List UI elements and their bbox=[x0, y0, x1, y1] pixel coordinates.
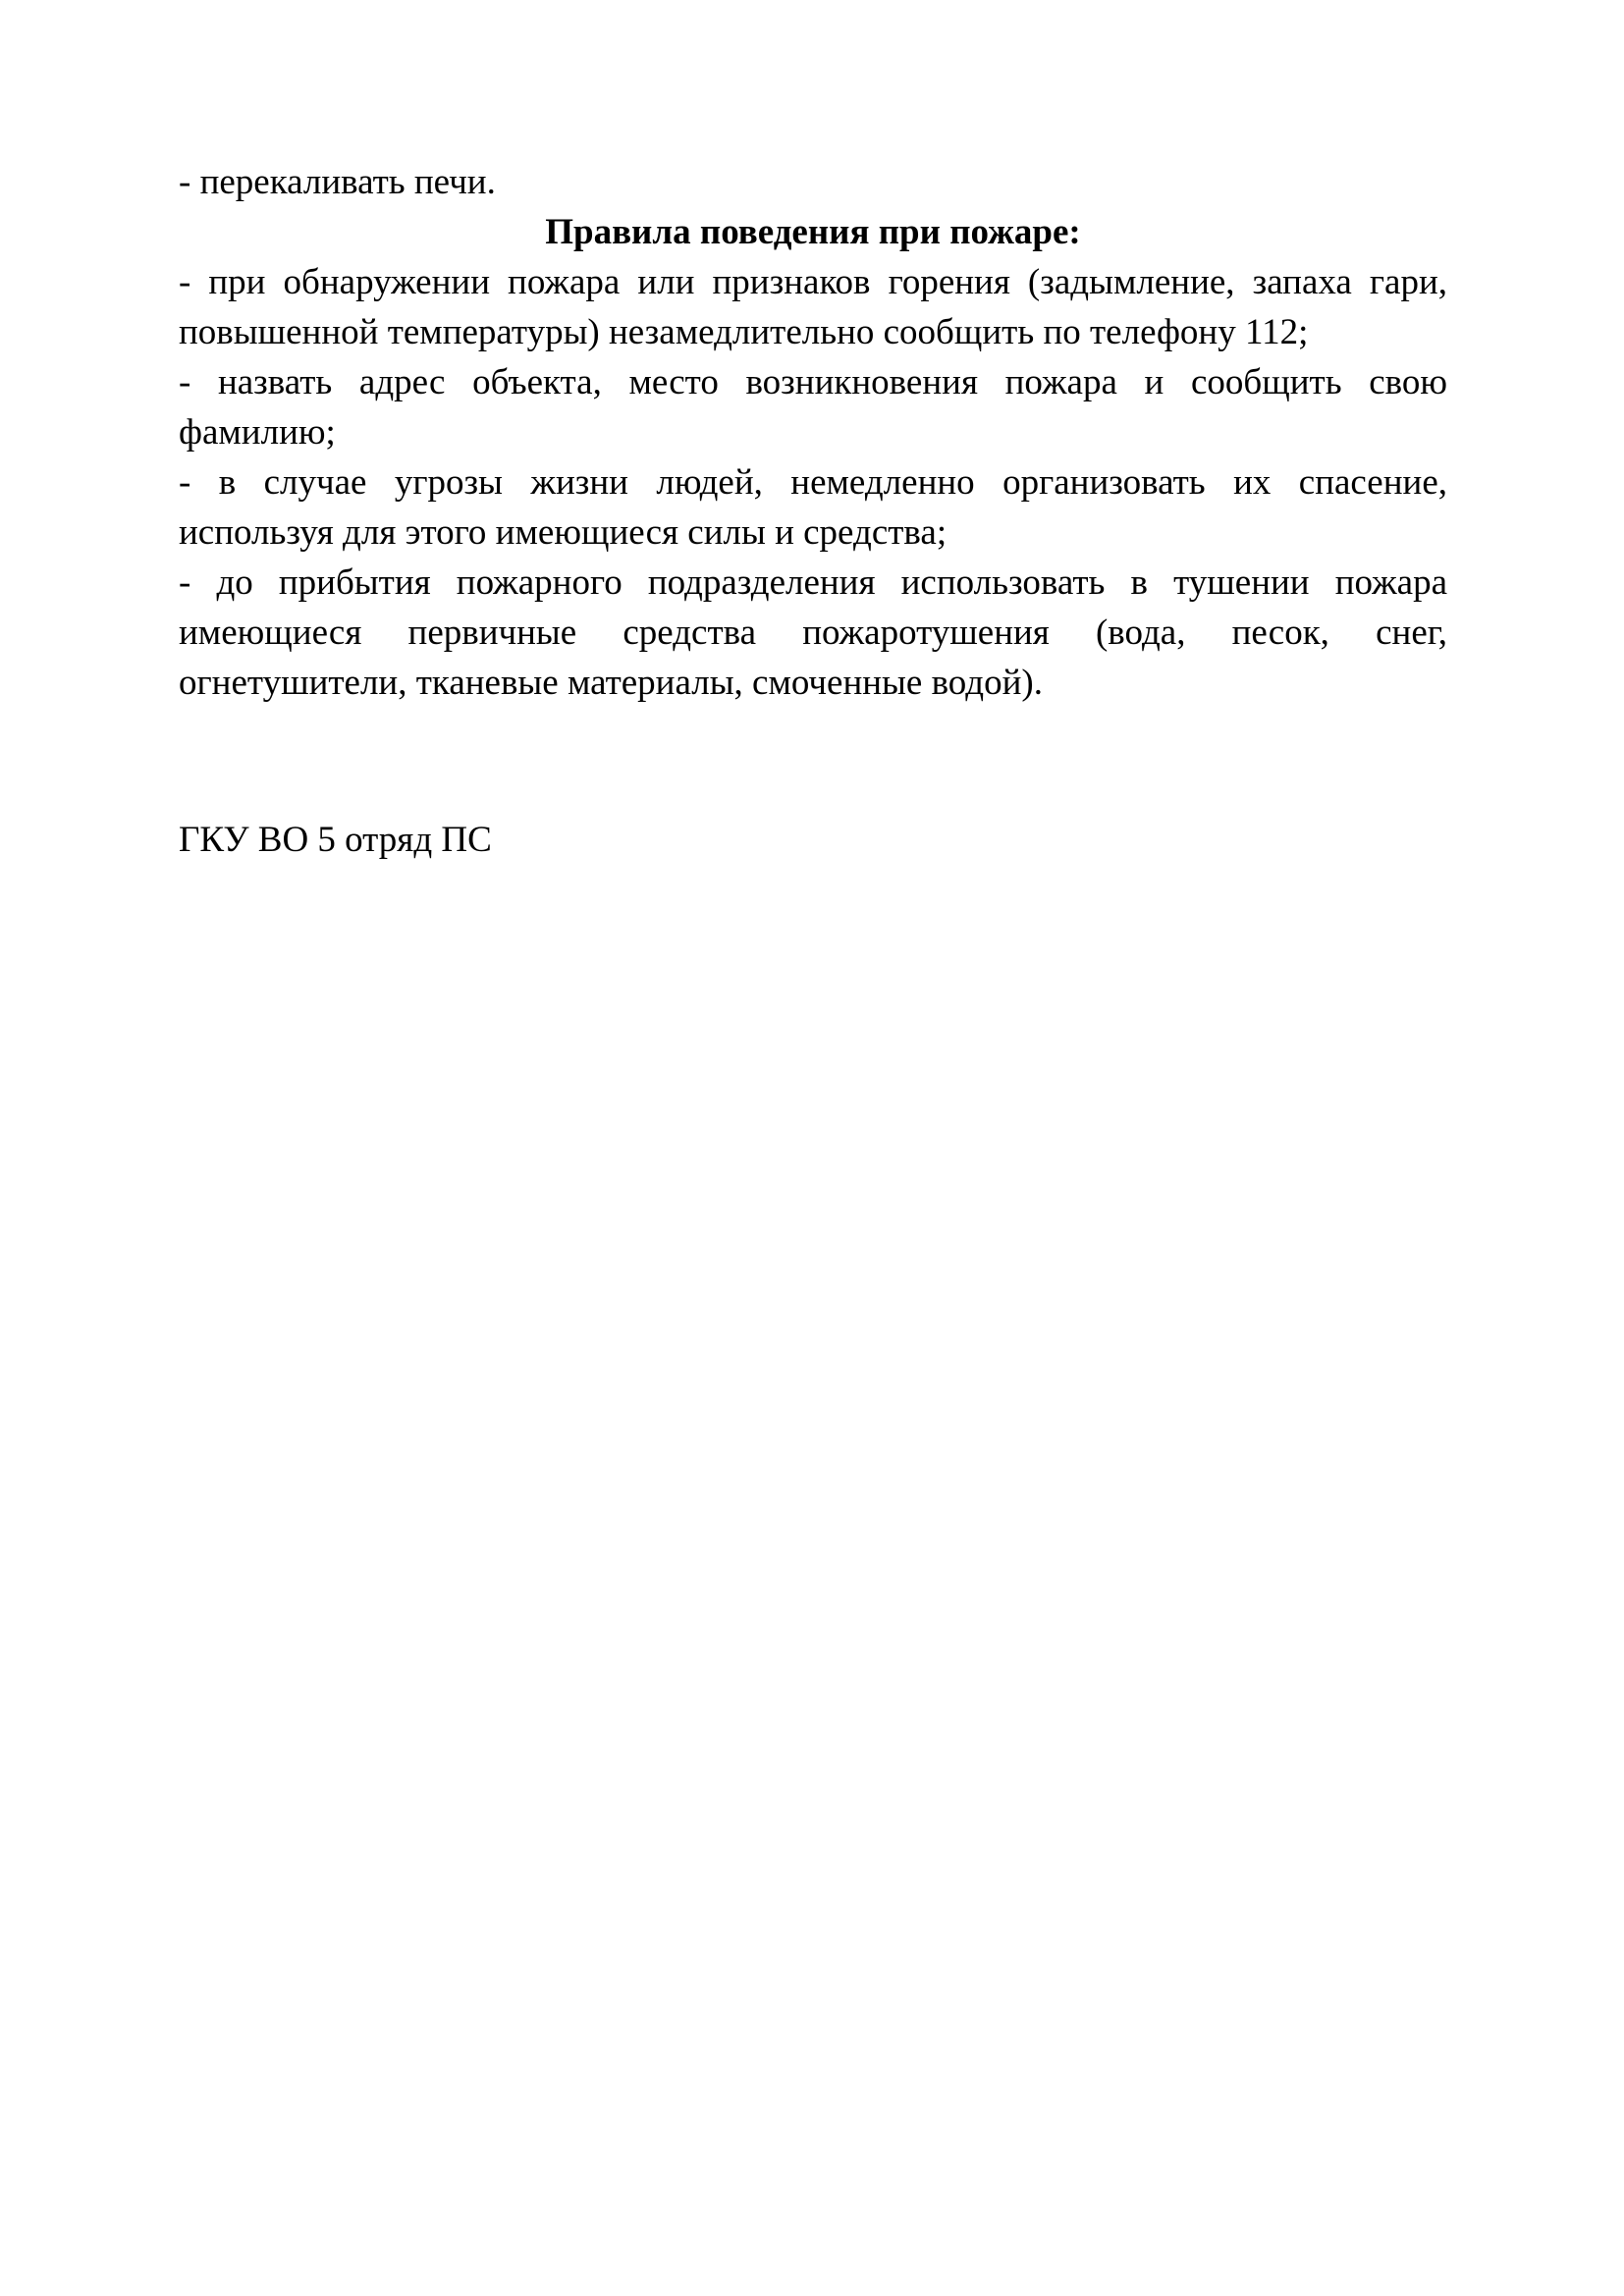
section-heading: Правила поведения при пожаре: bbox=[545, 212, 1081, 252]
text-line: имеющиеся первичные средства пожаротушения (вода, песок, снег, bbox=[179, 613, 1447, 653]
text-line: - в случае угрозы жизни людей, немедленно организовать их спасение, bbox=[179, 462, 1447, 503]
signature-line: ГКУ ВО 5 отряд ПС bbox=[179, 820, 492, 860]
text-line: фамилию; bbox=[179, 412, 336, 453]
intro-line: - перекаливать печи. bbox=[179, 162, 496, 202]
text-line: повышенной температуры) незамедлительно сообщить по телефону 112; bbox=[179, 312, 1309, 352]
body-paragraphs bbox=[179, 257, 1447, 708]
text-line: используя для этого имеющиеся силы и средства; bbox=[179, 512, 947, 553]
text-line: - назвать адрес объекта, место возникновения пожара и сообщить свою bbox=[179, 362, 1447, 402]
text-line: огнетушители, тканевые материалы, смоченные водой). bbox=[179, 663, 1043, 703]
text-line: - при обнаружении пожара или признаков горения (задымление, запаха гари, bbox=[179, 262, 1447, 302]
text-line: - до прибытия пожарного подразделения использовать в тушении пожара bbox=[179, 562, 1447, 603]
